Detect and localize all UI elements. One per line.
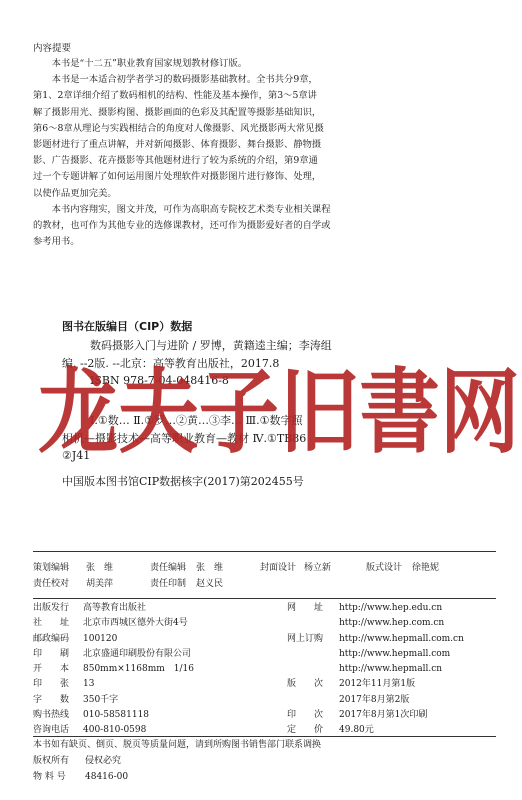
imprint-key: 购书热线 <box>33 710 70 721</box>
cover-designer: 杨立新 <box>304 563 332 573</box>
imprint-key: 邮政编码 <box>33 633 70 644</box>
summary-line: 参考用书。 <box>33 236 80 248</box>
imprint-row <box>33 647 194 662</box>
imprint-value: 2017年8月第1次印刷 <box>339 710 428 721</box>
imprint-value: 高等教育出版社 <box>83 603 147 613</box>
imprint-key: 定 价 <box>287 725 324 736</box>
imprint-value: 350千字 <box>83 694 119 705</box>
divider <box>33 736 496 737</box>
divider <box>33 551 496 552</box>
imprint-row <box>33 601 194 616</box>
cover-design-label: 封面设计 <box>260 563 297 573</box>
imprint-row <box>287 708 464 723</box>
website-link[interactable]: http://www.hepmall.com.cn <box>339 633 464 644</box>
summary-line: 本书内容翔实，图文并茂，可作为高职高专院校艺术类专业相关课程 <box>51 203 331 215</box>
layout-designer: 徐艳妮 <box>412 563 440 573</box>
footer-row <box>33 754 321 770</box>
imprint-row <box>287 601 464 616</box>
imprint-value: 100120 <box>83 633 118 644</box>
imprint-row <box>33 677 194 692</box>
responsible-editor-label: 责任编辑 <box>150 563 187 573</box>
quality-notice: 本书如有缺页、倒页、脱页等质量问题，请到所购图书销售部门联系调换 <box>33 740 322 750</box>
watermark-text: 龙夫子旧書网 <box>38 359 520 458</box>
imprint-value: 北京盛通印刷股份有限公司 <box>83 648 192 659</box>
print-supervisor-label: 责任印制 <box>150 579 187 589</box>
proofreader: 胡美萍 <box>86 579 114 589</box>
imprint-key <box>287 647 339 662</box>
imprint-row <box>33 662 194 677</box>
imprint-row <box>33 708 194 723</box>
imprint-right <box>287 601 464 739</box>
imprint-row <box>287 647 464 662</box>
imprint-key: 印 张 <box>33 679 70 690</box>
website-link[interactable]: http://www.hepmall.cn <box>339 664 443 675</box>
divider <box>33 598 496 599</box>
summary-line: 本书是“十二五”职业教育国家规划教材修订版。 <box>51 58 248 69</box>
website-link[interactable]: http://www.hep.edu.cn <box>339 603 443 613</box>
planning-editor: 张 维 <box>86 563 114 573</box>
imprint-value: 北京市西城区德外大街4号 <box>83 618 188 629</box>
imprint-key: 开 本 <box>33 664 70 675</box>
imprint-key <box>287 693 339 708</box>
summary-text <box>33 56 495 250</box>
footer <box>33 738 321 785</box>
imprint-key: 网上订购 <box>287 633 324 644</box>
summary-line: 解了摄影用光、摄影构图、摄影画面的色彩及其配置等摄影基础知识， <box>33 106 322 118</box>
cip-line: 数码摄影入门与进阶 / 罗博，黄籍逵主编；李涛组 <box>90 339 332 352</box>
imprint-row <box>287 632 464 647</box>
cip-line: 相机—摄影技术—高等职业教育—教材 Ⅳ.①TB86 <box>62 432 307 445</box>
summary-line: 本书是一本适合初学者学习的数码摄影基础教材。全书共分9章， <box>51 74 318 86</box>
item-number-label: 物 料 号 <box>33 771 66 782</box>
imprint-value: 850mm×1168mm 1/16 <box>83 664 194 675</box>
website-link[interactable]: http://www.hepmall.com <box>339 648 451 659</box>
price-value: 49.80元 <box>339 725 374 736</box>
imprint-key: 社 址 <box>33 618 70 629</box>
imprint-row <box>287 693 464 708</box>
imprint-key: 咨询电话 <box>33 725 70 736</box>
imprint-row <box>33 632 194 647</box>
imprint-key <box>287 662 339 677</box>
rights-label: 版权所有 <box>33 755 70 766</box>
imprint-row <box>33 693 194 708</box>
layout-design-label: 版式设计 <box>366 563 403 573</box>
imprint-value: 2012年11月第1版 <box>339 679 416 690</box>
summary-line: 影、广告摄影、花卉摄影等其他题材进行了较为系统的介绍，第9章通 <box>33 155 318 167</box>
footer-row <box>33 770 321 786</box>
rights-value: 侵权必究 <box>85 755 122 766</box>
responsible-editor: 张 维 <box>196 563 224 573</box>
imprint-row <box>287 677 464 692</box>
imprint-value: 2017年8月第2版 <box>339 694 410 705</box>
imprint-left <box>33 601 194 739</box>
imprint-key: 版 次 <box>287 679 324 690</box>
website-link[interactable]: http://www.hep.com.cn <box>339 618 445 629</box>
cip-line: 编. --2版. --北京：高等教育出版社，2017.8 <box>62 357 280 370</box>
imprint-value: 010-58581118 <box>83 710 150 721</box>
cip-line: Ⅰ.①数… Ⅱ.①罗…②黄…③李… Ⅲ.①数字照 <box>90 414 303 427</box>
imprint-key: 印 刷 <box>33 648 70 659</box>
cip-line: ②J41 <box>62 449 91 462</box>
summary-line: 过一个专题讲解了如何运用图片处理软件对摄影图片进行修饰、处理， <box>33 171 322 183</box>
proofreader-label: 责任校对 <box>33 579 70 589</box>
imprint-key: 网 址 <box>287 603 324 613</box>
summary-line: 影题材进行了重点讲解，并对新闻摄影、体育摄影、舞台摄影、静物摄 <box>33 139 322 151</box>
item-number: 48416-00 <box>85 771 129 782</box>
cip-line: ISBN 978-7-04-048416-8 <box>90 374 229 387</box>
imprint-value: 13 <box>83 679 95 690</box>
imprint-row <box>287 616 464 631</box>
summary-line: 第6～8章从理论与实践相结合的角度对人像摄影、风光摄影两大常见摄 <box>33 122 324 134</box>
cip-title: 图书在版编目（CIP）数据 <box>62 320 193 333</box>
summary-line: 的教材，也可作为其他专业的选修课教材，还可作为摄影爱好者的自学或 <box>33 220 331 232</box>
cip-record-number: 中国版本图书馆CIP数据核字(2017)第202455号 <box>62 475 304 488</box>
imprint-row <box>287 662 464 677</box>
imprint-key: 字 数 <box>33 694 70 705</box>
summary-heading: 内容提要 <box>33 43 72 54</box>
planning-editor-label: 策划编辑 <box>33 563 70 573</box>
imprint-key <box>287 616 339 631</box>
imprint-row <box>33 616 194 631</box>
imprint-key: 出版发行 <box>33 603 70 613</box>
summary-line: 以使作品更加完美。 <box>33 187 117 199</box>
print-supervisor: 赵义民 <box>196 579 224 589</box>
imprint-value: 400-810-0598 <box>83 725 147 736</box>
imprint-key: 印 次 <box>287 710 324 721</box>
summary-line: 第1、2章详细介绍了数码相机的结构、性能及基本操作，第3～5章讲 <box>33 90 317 102</box>
